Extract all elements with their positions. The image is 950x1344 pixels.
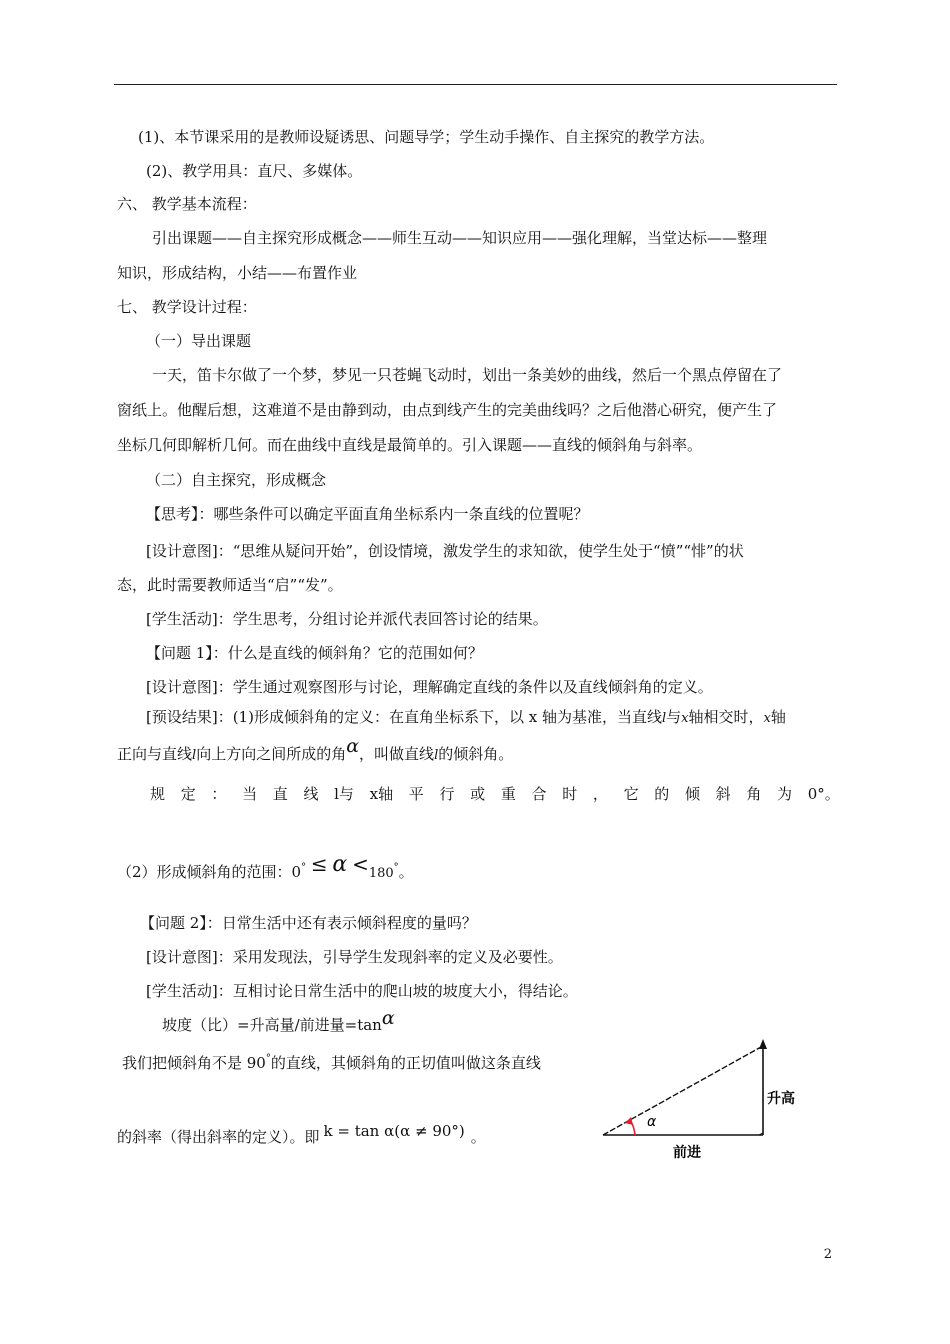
design-intent-line-1: [设计意图]：“思维从疑问开始”，创设情境，激发学生的求知欲，使学生处于“愤”“悱”的状 [146,542,744,560]
preset-result-text: [预设结果]：(1)形成倾斜角的定义：在直角坐标系下，以 x 轴为基准，当直线 [146,708,662,726]
lt-symbol: < [352,852,369,876]
degree-sign: ° [301,862,307,873]
student-activity-1: [学生活动]：学生思考，分组讨论并派代表回答讨论的结果。 [146,610,548,628]
leq-symbol: ≤ [310,852,328,876]
slope-formula: k = tan α(α ≠ 90°) [323,1122,465,1140]
period: 。 [398,863,414,881]
flow-line-1: 引出课题——自主探究形成概念——师生互动——知识应用——强化理解，当堂达标——整理 [152,229,768,247]
slope-def-text-1: 我们把倾斜角不是 90 [122,1054,266,1072]
paragraph-teaching-method: (1)、本节课采用的是教师设疑诱思、问题导学；学生动手操作、自主探究的教学方法。 [138,128,715,146]
rule-char: 或 [470,785,486,803]
rule-char: 的 [654,785,670,803]
story-line-1: 一天，笛卡尔做了一个梦，梦见一只苍蝇飞动时，划出一条美妙的曲线，然后一个黑点停留在了 [152,366,783,384]
question-1: 【问题 1】：什么是直线的倾斜角？它的范围如何？ [146,644,483,662]
rule-char: 平 [408,785,424,803]
symbol-alpha: α [381,1007,395,1029]
story-line-3: 坐标几何即解析几何。而在曲线中直线是最简单的。引入课题——直线的倾斜角与斜率。 [117,436,703,454]
subsection-heading-2: （二）自主探究，形成概念 [146,471,327,489]
rise-label: 升高 [767,1091,795,1107]
rule-char: 直 [272,785,288,803]
angle-range-line [117,852,414,885]
preset-result-line [146,707,786,729]
slope-ratio-text: 坡度（比）=升高量/前进量=tan [162,1016,382,1034]
def-text-3: ，叫做直线 [359,745,435,763]
rule-char: 为 [777,785,793,803]
symbol-l: l [192,748,197,763]
degree-sign: ° [265,1053,271,1064]
rule-char: 时 [562,785,578,803]
value-180: 180 [368,866,394,881]
range-text: （2）形成倾斜角的范围：0 [117,863,302,881]
subsection-heading-1: （一）导出课题 [146,332,252,350]
degree-sign: ° [393,862,399,873]
period: 。 [470,1128,486,1146]
def-text-1: 正向与直线 [117,745,193,763]
symbol-x: x [763,711,771,726]
paragraph-teaching-tools: (2)、教学用具：直尺、多媒体。 [146,162,363,180]
rule-char: 倾 [684,785,700,803]
rule-char: 规 [150,785,166,803]
rule-char: 行 [439,785,455,803]
text-and: 与 [666,708,682,726]
rule-char: ， [592,785,608,803]
design-intent-3: [设计意图]：采用发现法，引导学生发现斜率的定义及必要性。 [146,948,563,966]
section-heading-7: 七、 教学设计过程： [117,298,257,316]
design-intent-line-2: 态，此时需要教师适当“启”“发”。 [117,576,343,594]
rule-char: 斜 [715,785,731,803]
rule-char: 它 [623,785,639,803]
rule-zero-angle-line [150,784,840,804]
def-text-2: 向上方向之间所成的角 [196,745,347,763]
run-label: 前进 [673,1145,701,1161]
angle-label: α [647,1114,657,1130]
slope-def-text-2: 的直线，其倾斜角的正切值叫做这条直线 [270,1054,541,1072]
rule-char: 合 [531,785,547,803]
symbol-alpha: α [332,852,348,877]
def-text-4: 的倾斜角。 [438,745,514,763]
header-rule [114,84,837,85]
rule-char: l与 [334,785,354,803]
symbol-alpha: α [346,735,360,757]
student-activity-2: [学生活动]：互相讨论日常生活中的爬山坡的坡度大小，得结论。 [146,982,578,1000]
section-heading-6: 六、 教学基本流程： [117,195,257,213]
symbol-l: l [434,748,439,763]
rule-char: x轴 [369,785,394,803]
text-axis-intersect: 轴相交时， [688,708,764,726]
slope-definition-line-2 [117,1122,486,1147]
rule-char: 线 [303,785,319,803]
design-intent-2: [设计意图]：学生通过观察图形与讨论，理解确定直线的条件以及直线倾斜角的定义。 [146,678,713,696]
slope-ratio-line [162,1007,395,1035]
symbol-l: l [661,711,667,726]
text-axis: 轴 [770,708,786,726]
story-line-2: 窗纸上。他醒后想，这难道不是由静到动，由点到线产生的完美曲线吗？之后他潜心研究，便产生了 [117,401,778,419]
symbol-x: x [681,711,689,726]
flow-line-2: 知识，形成结构，小结——布置作业 [117,264,358,282]
slope-definition-line-1 [122,1053,541,1076]
think-question: 【思考】：哪些条件可以确定平面直角坐标系内一条直线的位置呢？ [146,505,589,523]
page-number: 2 [823,1247,832,1262]
rule-char: ： [211,785,227,803]
rule-char: 0°。 [807,785,840,803]
slope-def-text-3: 的斜率（得出斜率的定义）。即 [117,1128,320,1146]
slope-triangle-figure [595,1035,815,1165]
question-2: 【问题 2】：日常生活中还有表示倾斜程度的量吗？ [140,914,477,932]
rule-char: 角 [746,785,762,803]
rule-char: 当 [242,785,258,803]
rule-char: 重 [500,785,516,803]
inclination-definition-line [117,735,514,766]
rule-char: 定 [180,785,196,803]
